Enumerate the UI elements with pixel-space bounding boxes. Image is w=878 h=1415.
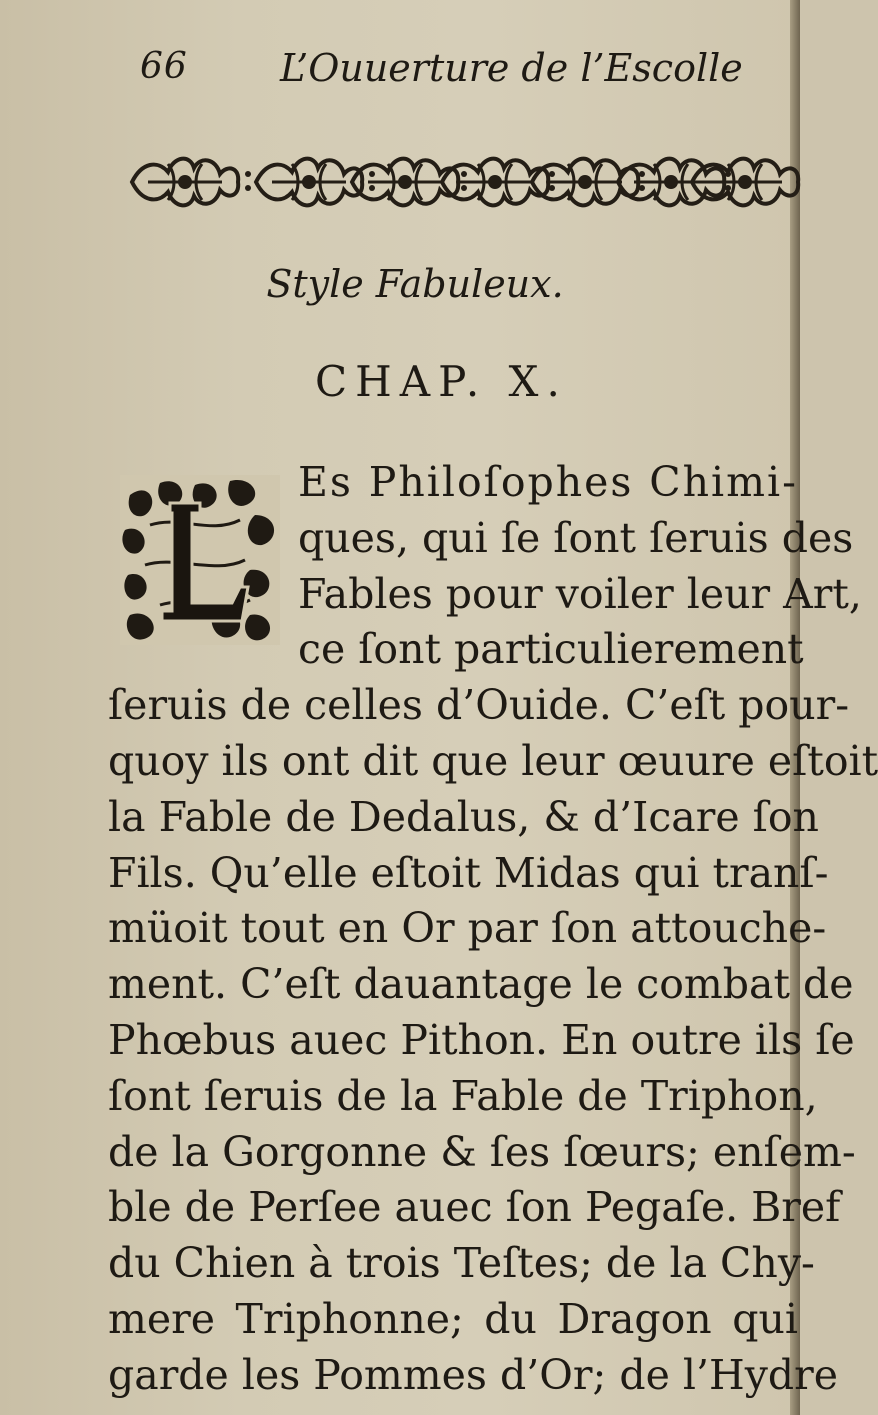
- text-line: ſeruis de celles d’Ouide. C’eſt pour-: [108, 681, 850, 730]
- text-line: Fables pour voiler leur Art,: [298, 569, 862, 618]
- text-line: mere Triphonne; du Dragon qui: [108, 1294, 798, 1343]
- text-line: Es Philoſophes Chimi-: [298, 458, 798, 506]
- text-line: ques, qui ſe ſont ſeruis des: [298, 513, 854, 562]
- running-title: L’Ouuerture de l’Escolle: [280, 46, 743, 90]
- text-line: ce ſont particulierement: [298, 625, 804, 674]
- section-title: Style Fabuleux.: [266, 262, 564, 306]
- text-line: la Fable de Dedalus, & d’Icare ſon: [108, 792, 819, 841]
- text-line: de la Gorgonne & ſes ſœurs; enſem-: [108, 1127, 856, 1176]
- text-line: ble de Perſee auec ſon Pegaſe. Bref: [108, 1183, 841, 1232]
- body-text: [108, 455, 878, 1404]
- text-line: Fils. Qu’elle eſtoit Midas qui tranſ-: [108, 848, 829, 897]
- fleuron-ornament-band-icon: [128, 142, 788, 220]
- text-line: du Chien à trois Teſtes; de la Chy-: [108, 1239, 815, 1288]
- text-line: Phœbus auec Pithon. En outre ils ſe: [108, 1015, 855, 1064]
- text-line: ment. C’eſt dauantage le combat de: [108, 960, 854, 1009]
- text-line: garde les Pommes d’Or; de l’Hydre: [108, 1350, 839, 1399]
- page-number: 66: [140, 46, 188, 87]
- text-line: quoy ils ont dit que leur œuure eſtoit: [108, 736, 878, 785]
- text-line: müoit tout en Or par ſon attouche-: [108, 904, 827, 953]
- chapter-title: CHAP. X.: [315, 357, 568, 406]
- page-header: [130, 42, 750, 102]
- text-line: ſont ſeruis de la Fable de Triphon,: [108, 1071, 818, 1120]
